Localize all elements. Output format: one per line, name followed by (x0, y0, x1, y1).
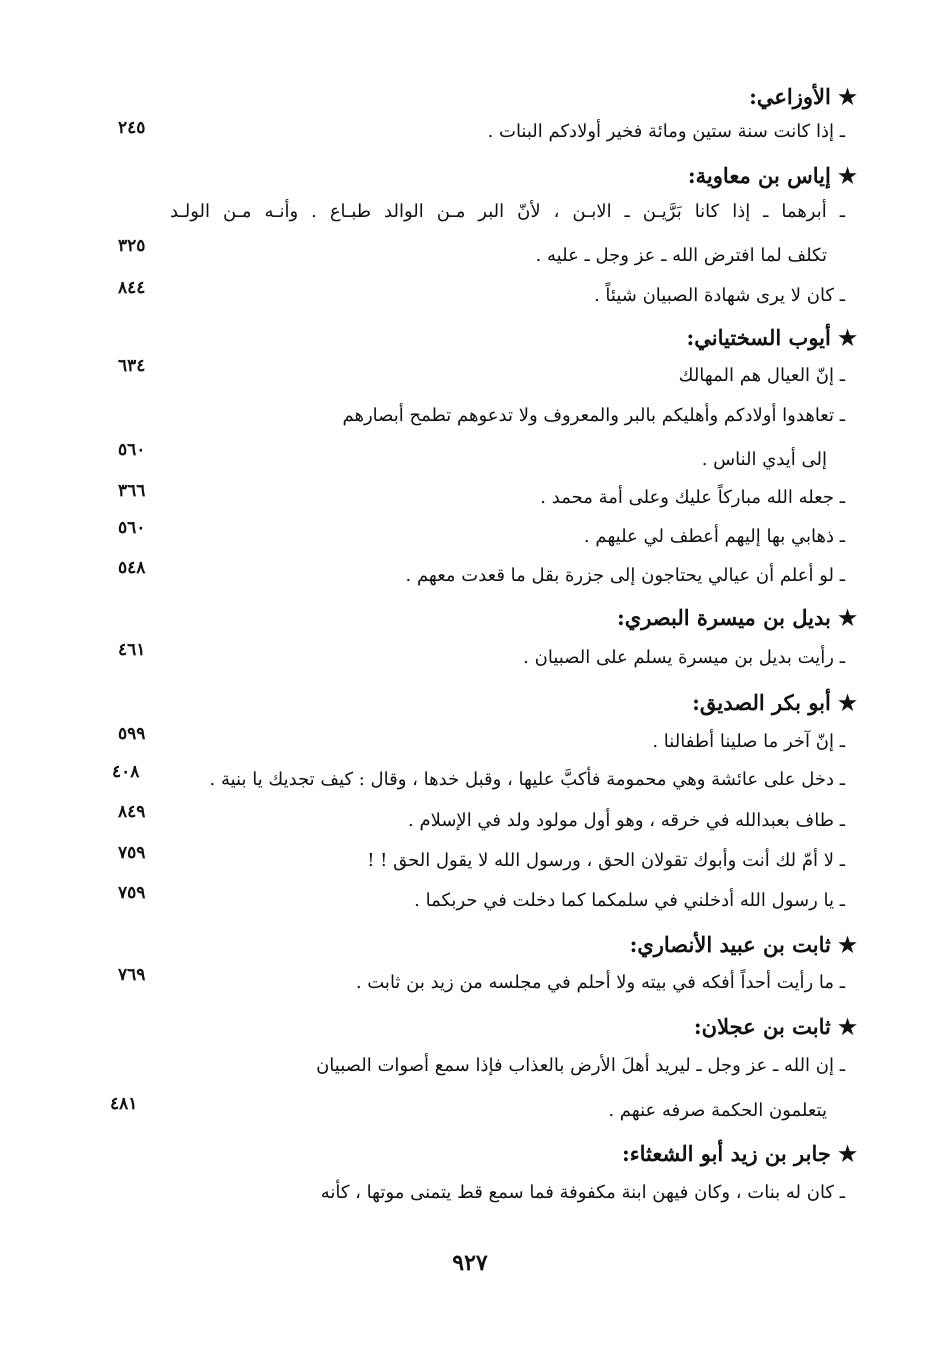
page-reference: ٥٤٨ (118, 558, 146, 578)
page-reference: ٦٣٤ (118, 356, 146, 376)
entry-line: ـ إنّ آخر ما صلينا أطفالنا . (652, 731, 845, 752)
page-reference: ٥٩٩ (118, 724, 146, 744)
entry-line-continued: تكلف لما افترض الله ـ عز وجل ـ عليه . (535, 245, 827, 266)
page-reference: ٤٨١ (110, 1094, 138, 1114)
page-reference: ٧٥٩ (118, 843, 146, 863)
section-heading: ★ أبو بكر الصديق: (692, 690, 857, 715)
entry-line: ـ كان لا يرى شهادة الصبيان شيئاً . (593, 285, 845, 306)
section-heading: ★ جابر بن زيد أبو الشعثاء: (621, 1141, 857, 1166)
section-heading: ★ الأوزاعي: (749, 84, 857, 109)
entry-line: ـ يا رسول الله أدخلني في سلمكما كما دخلت في حربكما . (414, 890, 845, 911)
entry-line: ـ لو أعلم أن عيالي يحتاجون إلى جزرة بقل ما قعدت معهم . (405, 565, 845, 586)
page-reference: ٧٥٩ (118, 883, 146, 903)
section-heading: ★ أيوب السختياني: (686, 325, 857, 350)
entry-line: ـ رأيت بديل بن ميسرة يسلم على الصبيان . (523, 647, 845, 668)
section-heading: ★ ثابت بن عبيد الأنصاري: (629, 932, 857, 957)
entry-line: ـ لا أمّ لك أنت وأبوك تقولان الحق ، ورسول الله لا يقول الحق ! ! (367, 850, 845, 871)
entry-line: ـ جعله الله مباركاً عليك وعلى أمة محمد . (540, 487, 845, 508)
entry-line: ـ دخل على عائشة وهي محمومة فأكبَّ عليها ، وقبل خدها ، وقال : كيف تجديك يا بنية . (209, 769, 845, 790)
section-heading: ★ إياس بن معاوية: (687, 163, 857, 188)
page-reference: ٧٦٩ (118, 965, 146, 985)
entry-line: ـ تعاهدوا أولادكم وأهليكم بالبر والمعروف ولا تدعوهم تطمح أبصارهم (342, 405, 845, 426)
entry-line: ـ إن الله ـ عز وجل ـ ليريد أهلَ الأرض بالعذاب فإذا سمع أصوات الصبيان (316, 1055, 845, 1076)
page-reference: ٣٦٦ (118, 481, 146, 501)
section-heading: ★ ثابت بن عجلان: (693, 1014, 857, 1039)
entry-line: ـ كان له بنات ، وكان فيهن ابنة مكفوفة فما سمع قط يتمنى موتها ، كأنه (320, 1182, 845, 1203)
entry-line: ـ إذا كانت سنة ستين ومائة فخير أولادكم البنات . (487, 121, 845, 142)
page-reference: ٣٢٥ (118, 236, 146, 256)
section-heading: ★ بديل بن ميسرة البصري: (617, 605, 857, 630)
entry-line: ـ ذهابي بها إليهم أعطف لي عليهم . (583, 526, 845, 547)
page-reference: ٨٤٩ (118, 802, 146, 822)
entry-line: ـ إنّ العيال هم المهالك (678, 365, 845, 386)
entry-line: ـ أبرهما ـ إذا كانا بَرَّيـن ـ الابـن ، لأنّ البر مـن الوالد طبـاع . وأنـه مـن الولـد (170, 201, 845, 222)
entry-line-continued: إلى أيدي الناس . (701, 449, 827, 470)
page-reference: ٥٦٠ (118, 440, 146, 460)
entry-line-continued: يتعلمون الحكمة صرفه عنهم . (608, 1100, 827, 1121)
entry-line: ـ طاف بعبدالله في خرقه ، وهو أول مولود ولد في الإسلام . (408, 810, 845, 831)
page-reference: ٥٦٠ (118, 518, 146, 538)
page-reference: ٤٦١ (118, 640, 146, 660)
page-number: ٩٢٧ (452, 1250, 488, 1276)
entry-line: ـ ما رأيت أحداً أفكه في بيته ولا أحلم في مجلسه من زيد بن ثابت . (355, 972, 845, 993)
page-reference: ٤٠٨ (112, 762, 140, 782)
page-reference: ٢٤٥ (118, 118, 146, 138)
page-reference: ٨٤٤ (118, 278, 146, 298)
